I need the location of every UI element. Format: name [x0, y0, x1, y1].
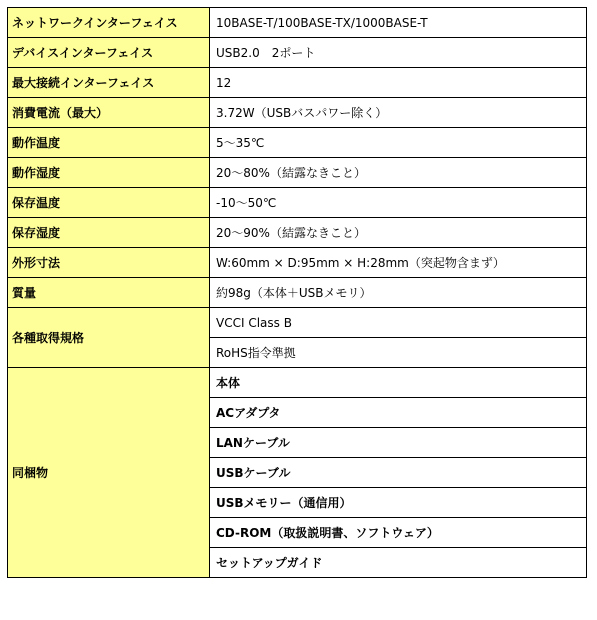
spec-row-network-interface: [8, 8, 587, 38]
spec-label: 保存温度: [8, 188, 210, 218]
spec-value: USB2.0 2ポート: [210, 38, 587, 68]
spec-value: USBケーブル: [210, 458, 587, 488]
spec-row-certifications: [8, 308, 587, 338]
spec-value: 10BASE-T/100BASE-TX/1000BASE-T: [210, 8, 587, 38]
spec-label: 同梱物: [8, 368, 210, 578]
spec-value: RoHS指令準拠: [210, 338, 587, 368]
spec-value: CD-ROM（取扱説明書、ソフトウェア）: [210, 518, 587, 548]
spec-row-dimensions: [8, 248, 587, 278]
spec-value: 3.72W（USBバスパワー除く）: [210, 98, 587, 128]
spec-label: 質量: [8, 278, 210, 308]
spec-value: W:60mm × D:95mm × H:28mm（突起物含まず）: [210, 248, 587, 278]
spec-row-operating-temperature: [8, 128, 587, 158]
spec-value: 本体: [210, 368, 587, 398]
spec-label: 外形寸法: [8, 248, 210, 278]
spec-row-device-interface: [8, 38, 587, 68]
spec-value: ACアダプタ: [210, 398, 587, 428]
spec-value: LANケーブル: [210, 428, 587, 458]
spec-label: 各種取得規格: [8, 308, 210, 368]
spec-value: 約98g（本体＋USBメモリ）: [210, 278, 587, 308]
spec-label: 保存湿度: [8, 218, 210, 248]
spec-value: -10～50℃: [210, 188, 587, 218]
spec-row-storage-humidity: [8, 218, 587, 248]
spec-label: 動作湿度: [8, 158, 210, 188]
spec-row-bundled-items: [8, 368, 587, 398]
spec-value: USBメモリー（通信用）: [210, 488, 587, 518]
spec-label: 最大接続インターフェイス: [8, 68, 210, 98]
spec-label: デバイスインターフェイス: [8, 38, 210, 68]
spec-value: 5～35℃: [210, 128, 587, 158]
spec-label: 消費電流（最大）: [8, 98, 210, 128]
spec-table-body: [8, 8, 587, 578]
spec-value: セットアップガイド: [210, 548, 587, 578]
spec-value: 20～80%（結露なきこと）: [210, 158, 587, 188]
spec-row-max-connections: [8, 68, 587, 98]
spec-table: [7, 7, 587, 578]
spec-row-weight: [8, 278, 587, 308]
spec-label: 動作温度: [8, 128, 210, 158]
spec-value: 12: [210, 68, 587, 98]
spec-value: 20～90%（結露なきこと）: [210, 218, 587, 248]
spec-label: ネットワークインターフェイス: [8, 8, 210, 38]
spec-row-operating-humidity: [8, 158, 587, 188]
spec-value: VCCI Class B: [210, 308, 587, 338]
spec-row-storage-temperature: [8, 188, 587, 218]
spec-row-power-consumption: [8, 98, 587, 128]
